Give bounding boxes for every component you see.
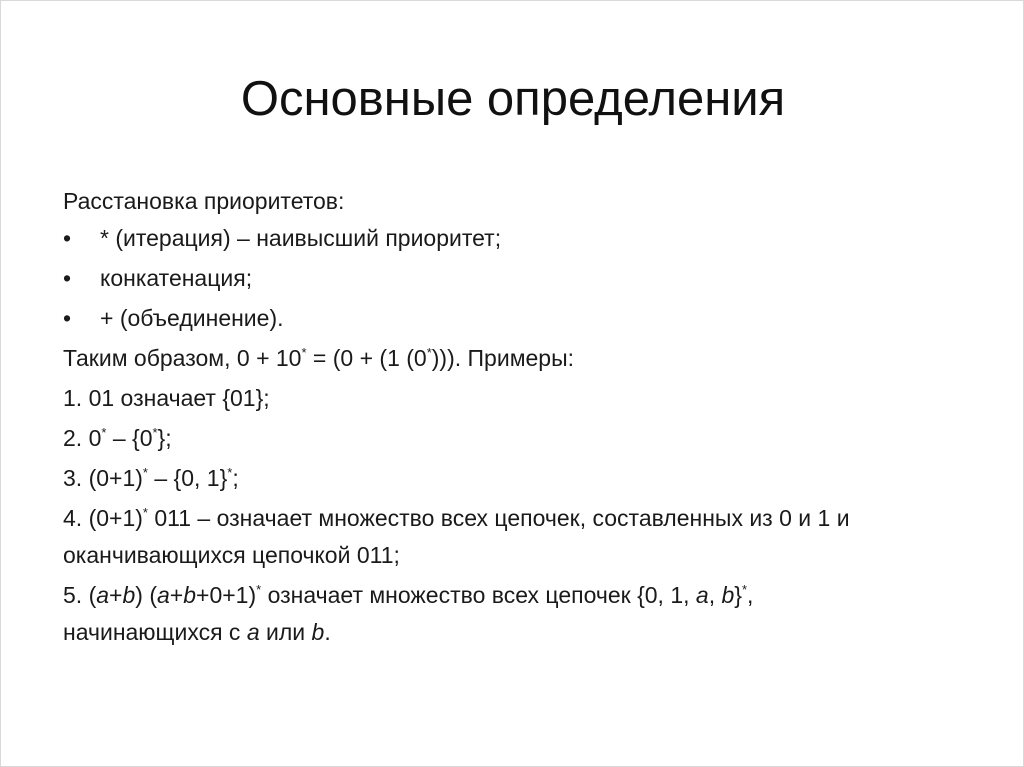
bullet-item [63,300,983,337]
bullet-item [63,260,983,297]
example-3: 3. (0+1)* – {0, 1}*; [63,465,239,491]
thus-line: Таким образом, 0 + 10* = (0 + (1 (0*))). Примеры: [63,345,575,371]
bullet-icon: • [63,305,72,331]
example-5: 5. (a+b) (a+b+0+1)* означает множество всех цепочек {0, 1, a, b}*, [63,582,754,608]
bullet-text: конкатенация; [100,265,253,291]
example-2: 2. 0* – {0*}; [63,425,172,451]
example-4-continuation: оканчивающихся цепочкой 011; [63,542,400,568]
bullet-icon: • [63,265,72,291]
example-5-continuation: начинающихся с a или b. [63,619,331,645]
bullet-item [63,220,983,257]
slide-body [63,183,983,651]
example-1: 1. 01 означает {01}; [63,385,270,411]
priority-intro: Расстановка приоритетов: [63,188,345,214]
bullet-icon: • [63,225,72,251]
bullet-text: * (итерация) – наивысший приоритет; [100,225,502,251]
slide-title: Основные определения [240,72,786,126]
bullet-text: + (объединение). [100,305,284,331]
example-4: 4. (0+1)* 011 – означает множество всех цепочек, составленных из 0 и 1 и [63,505,850,531]
